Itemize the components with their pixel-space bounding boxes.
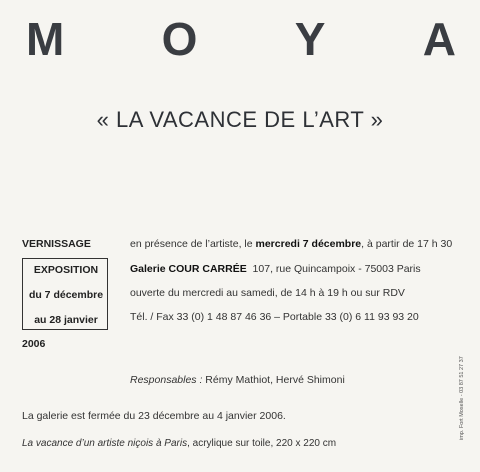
gallery-line <box>130 263 421 275</box>
vernissage-time: , à partir de 17 h 30 <box>361 238 453 250</box>
artwork-caption <box>22 438 336 449</box>
responsables-label: Responsables : <box>130 374 203 386</box>
vernissage-text-pre: en présence de l’artiste, le <box>130 238 256 250</box>
printer-credit: imp. Fort Moselle - 03 87 51 27 37 <box>459 356 465 440</box>
responsables-names: Rémy Mathiot, Hervé Shimoni <box>202 374 345 386</box>
artist-letter: O <box>161 13 198 65</box>
vernissage-label: VERNISSAGE <box>22 238 91 250</box>
artist-letter: A <box>422 13 456 65</box>
artwork-title: La vacance d’un artiste niçois à Paris <box>22 438 188 449</box>
vernissage-date: mercredi 7 décembre <box>255 238 362 250</box>
closure-notice: La galerie est fermée du 23 décembre au 4 janvier 2006. <box>22 410 286 422</box>
exposition-from: du 7 décembre <box>28 289 104 301</box>
artist-letter: Y <box>294 13 326 65</box>
exposition-to: au 28 janvier <box>34 314 98 326</box>
responsables-line <box>130 374 345 386</box>
exposition-year: 2006 <box>22 338 46 350</box>
artist-name <box>26 13 456 65</box>
gallery-address: 107, rue Quincampoix - 75003 Paris <box>252 263 421 275</box>
artist-letter: M <box>26 13 65 65</box>
exposition-label: EXPOSITION <box>33 264 99 276</box>
gallery-hours: ouverte du mercredi au samedi, de 14 h à 19 h ou sur RDV <box>130 287 405 299</box>
artwork-details: , acrylique sur toile, 220 x 220 cm <box>187 438 337 449</box>
gallery-phone: Tél. / Fax 33 (0) 1 48 87 46 36 – Portable 33 (0) 6 11 93 93 20 <box>130 311 419 323</box>
gallery-name: Galerie COUR CARRÉE <box>130 263 247 275</box>
exposition-box <box>22 258 108 330</box>
vernissage-text <box>130 238 452 250</box>
exhibition-title: « LA VACANCE DE L’ART » <box>96 107 384 132</box>
